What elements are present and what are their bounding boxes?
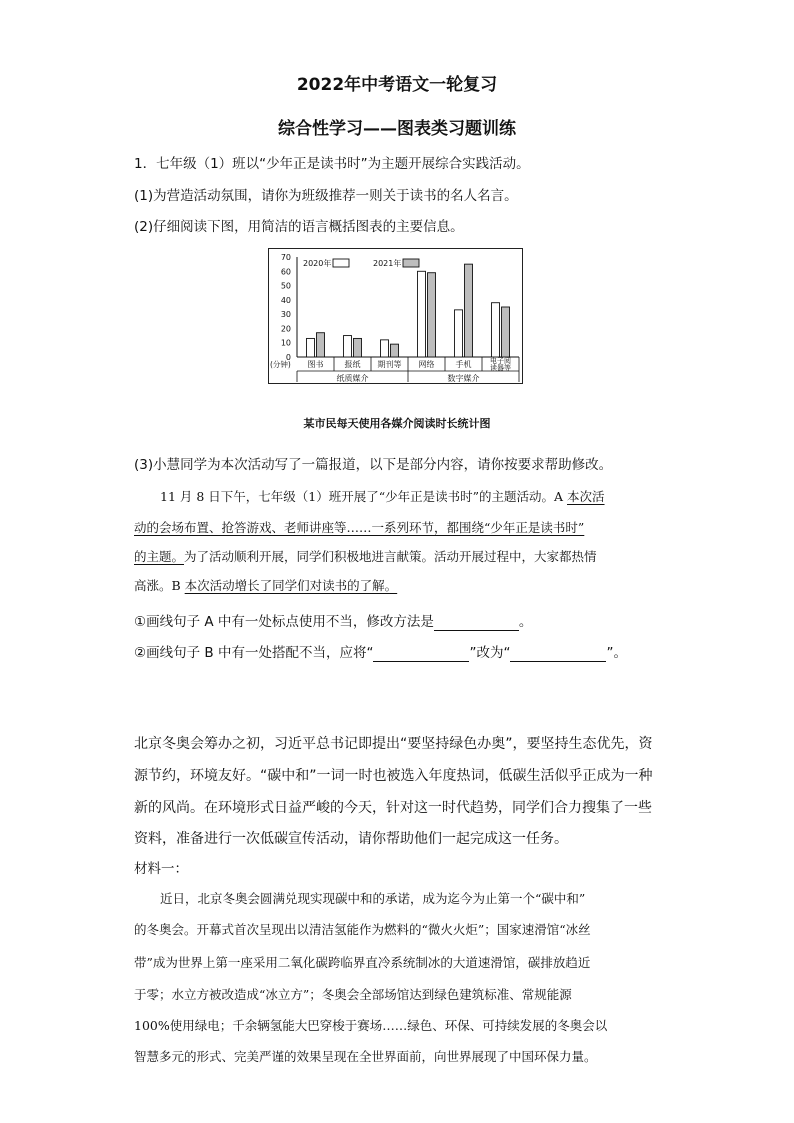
bar-chart [269, 249, 522, 383]
y-tick-label: 30 [280, 310, 291, 320]
chart-title: 某市民每天使用各媒介阅读时长统计图 [303, 417, 491, 430]
material-line: 近日，北京冬奥会圆满兑现实现碳中和的承诺，成为迄今为止第一个“碳中和” [160, 891, 586, 906]
legend-label: 2021年 [373, 259, 402, 268]
group-label: 纸质媒介 [336, 374, 369, 383]
sub-question-2-end: ”。 [606, 645, 627, 661]
report-text: 高涨。B [134, 578, 185, 593]
x-tick-label: 报纸 [344, 360, 361, 369]
underlined-sentence-a: 动的会场布置、抢答游戏、老师讲座等……一系列环节，都围绕“少年正是读书时” [134, 520, 585, 535]
legend-swatch [403, 259, 419, 267]
bar-2021 [428, 273, 436, 357]
sub-question-2-mid: ”改为“ [469, 645, 511, 661]
bar-2020 [381, 340, 389, 357]
passage-line: 北京冬奥会筹办之初，习近平总书记即提出“要坚持绿色办奥”，要坚持生态优先，资 [134, 736, 653, 752]
question-part-3: (3)小慧同学为本次活动写了一篇报道，以下是部分内容，请你按要求帮助修改。 [134, 457, 613, 473]
x-tick-label: 读器等 [490, 364, 511, 372]
sub-question-1-text: ①画线句子 A 中有一处标点使用不当，修改方法是 [134, 614, 434, 630]
report-text: 11 月 8 日下午，七年级（1）班开展了“少年正是读书时”的主题活动。A [160, 489, 568, 504]
bar-2021 [502, 307, 510, 357]
passage-line: 资料，准备进行一次低碳宣传活动，请你帮助他们一起完成这一任务。 [134, 831, 568, 847]
y-axis-unit: (分钟) [270, 360, 291, 369]
material-line: 智慧多元的形式、完美严谨的效果呈现在全世界面前，向世界展现了中国环保力量。 [134, 1049, 597, 1064]
y-tick-label: 60 [280, 267, 291, 277]
report-line-4 [134, 576, 397, 594]
report-line-3 [134, 547, 597, 565]
answer-blank-3[interactable] [510, 645, 606, 662]
bar-2021 [317, 333, 325, 357]
x-tick-label: 图书 [307, 360, 324, 369]
report-line-2 [134, 518, 584, 536]
material-line: 的冬奥会。开幕式首次呈现出以清洁氢能作为燃料的“微火火炬”；国家速滑馆“冰丝 [134, 922, 591, 937]
material-label: 材料一： [134, 861, 188, 877]
x-tick-label: 手机 [455, 360, 472, 369]
question-part-2: (2)仔细阅读下图，用简洁的语言概括图表的主要信息。 [134, 219, 464, 235]
y-tick-label: 0 [285, 353, 291, 362]
y-tick-label: 10 [280, 338, 291, 348]
x-tick-label: 电子阅 [490, 357, 511, 365]
y-tick-label: 20 [280, 324, 291, 334]
y-tick-label: 50 [280, 281, 291, 291]
material-line: 带”成为世界上第一座采用二氧化碳跨临界直冷系统制冰的大道速滑馆，碳排放趋近 [134, 955, 591, 970]
sub-question-2-text: ②画线句子 B 中有一处搭配不当，应将“ [134, 645, 374, 661]
bar-2020 [307, 338, 315, 357]
bar-2021 [465, 264, 473, 357]
group-label: 数字媒介 [447, 374, 480, 383]
bar-2020 [344, 336, 352, 357]
document-subtitle: 综合性学习——图表类习题训练 [278, 119, 516, 139]
sub-question-1 [134, 610, 532, 631]
report-line-1 [160, 487, 605, 505]
answer-blank-2[interactable] [373, 645, 469, 662]
legend-swatch [333, 259, 349, 267]
bar-2020 [492, 303, 500, 357]
underlined-sentence-a: 的主题。 [134, 549, 185, 564]
underlined-sentence-b: 本次活动增长了同学们对读书的了解。 [184, 578, 398, 593]
answer-blank-1[interactable] [434, 614, 519, 631]
underlined-sentence-a: 本次活 [567, 489, 605, 504]
sub-question-2 [134, 641, 627, 662]
bar-2020 [418, 271, 426, 357]
bar-2021 [391, 344, 399, 357]
passage-line: 新的风尚。在环境形式日益严峻的今天，针对这一时代趋势，同学们合力搜集了一些 [134, 800, 652, 816]
chart-frame [268, 248, 523, 384]
passage-line: 源节约，环境友好。“碳中和”一词一时也被选入年度热词，低碳生活似乎正成为一种 [134, 768, 653, 784]
y-tick-label: 40 [280, 295, 291, 305]
y-tick-label: 70 [280, 253, 291, 262]
x-tick-label: 期刊等 [377, 360, 402, 369]
bar-2020 [455, 310, 463, 357]
material-line: 100%使用绿电；千余辆氢能大巴穿梭于赛场……绿色、环保、可持续发展的冬奥会以 [134, 1018, 608, 1033]
sub-question-1-end: 。 [518, 614, 533, 630]
document-title: 2022年中考语文一轮复习 [296, 75, 498, 95]
x-tick-label: 网络 [418, 360, 435, 369]
bar-2021 [354, 338, 362, 357]
question-part-1: (1)为营造活动氛围，请你为班级推荐一则关于读书的名人名言。 [134, 188, 518, 204]
legend-label: 2020年 [303, 259, 332, 268]
material-line: 于零；水立方被改造成“冰立方”；冬奥会全部场馆达到绿色建筑标准、常规能源 [134, 987, 572, 1002]
report-text: 为了活动顺利开展，同学们积极地进言献策。活动开展过程中，大家都热情 [184, 549, 597, 564]
question-intro: 1．七年级（1）班以“少年正是读书时”为主题开展综合实践活动。 [134, 156, 530, 172]
